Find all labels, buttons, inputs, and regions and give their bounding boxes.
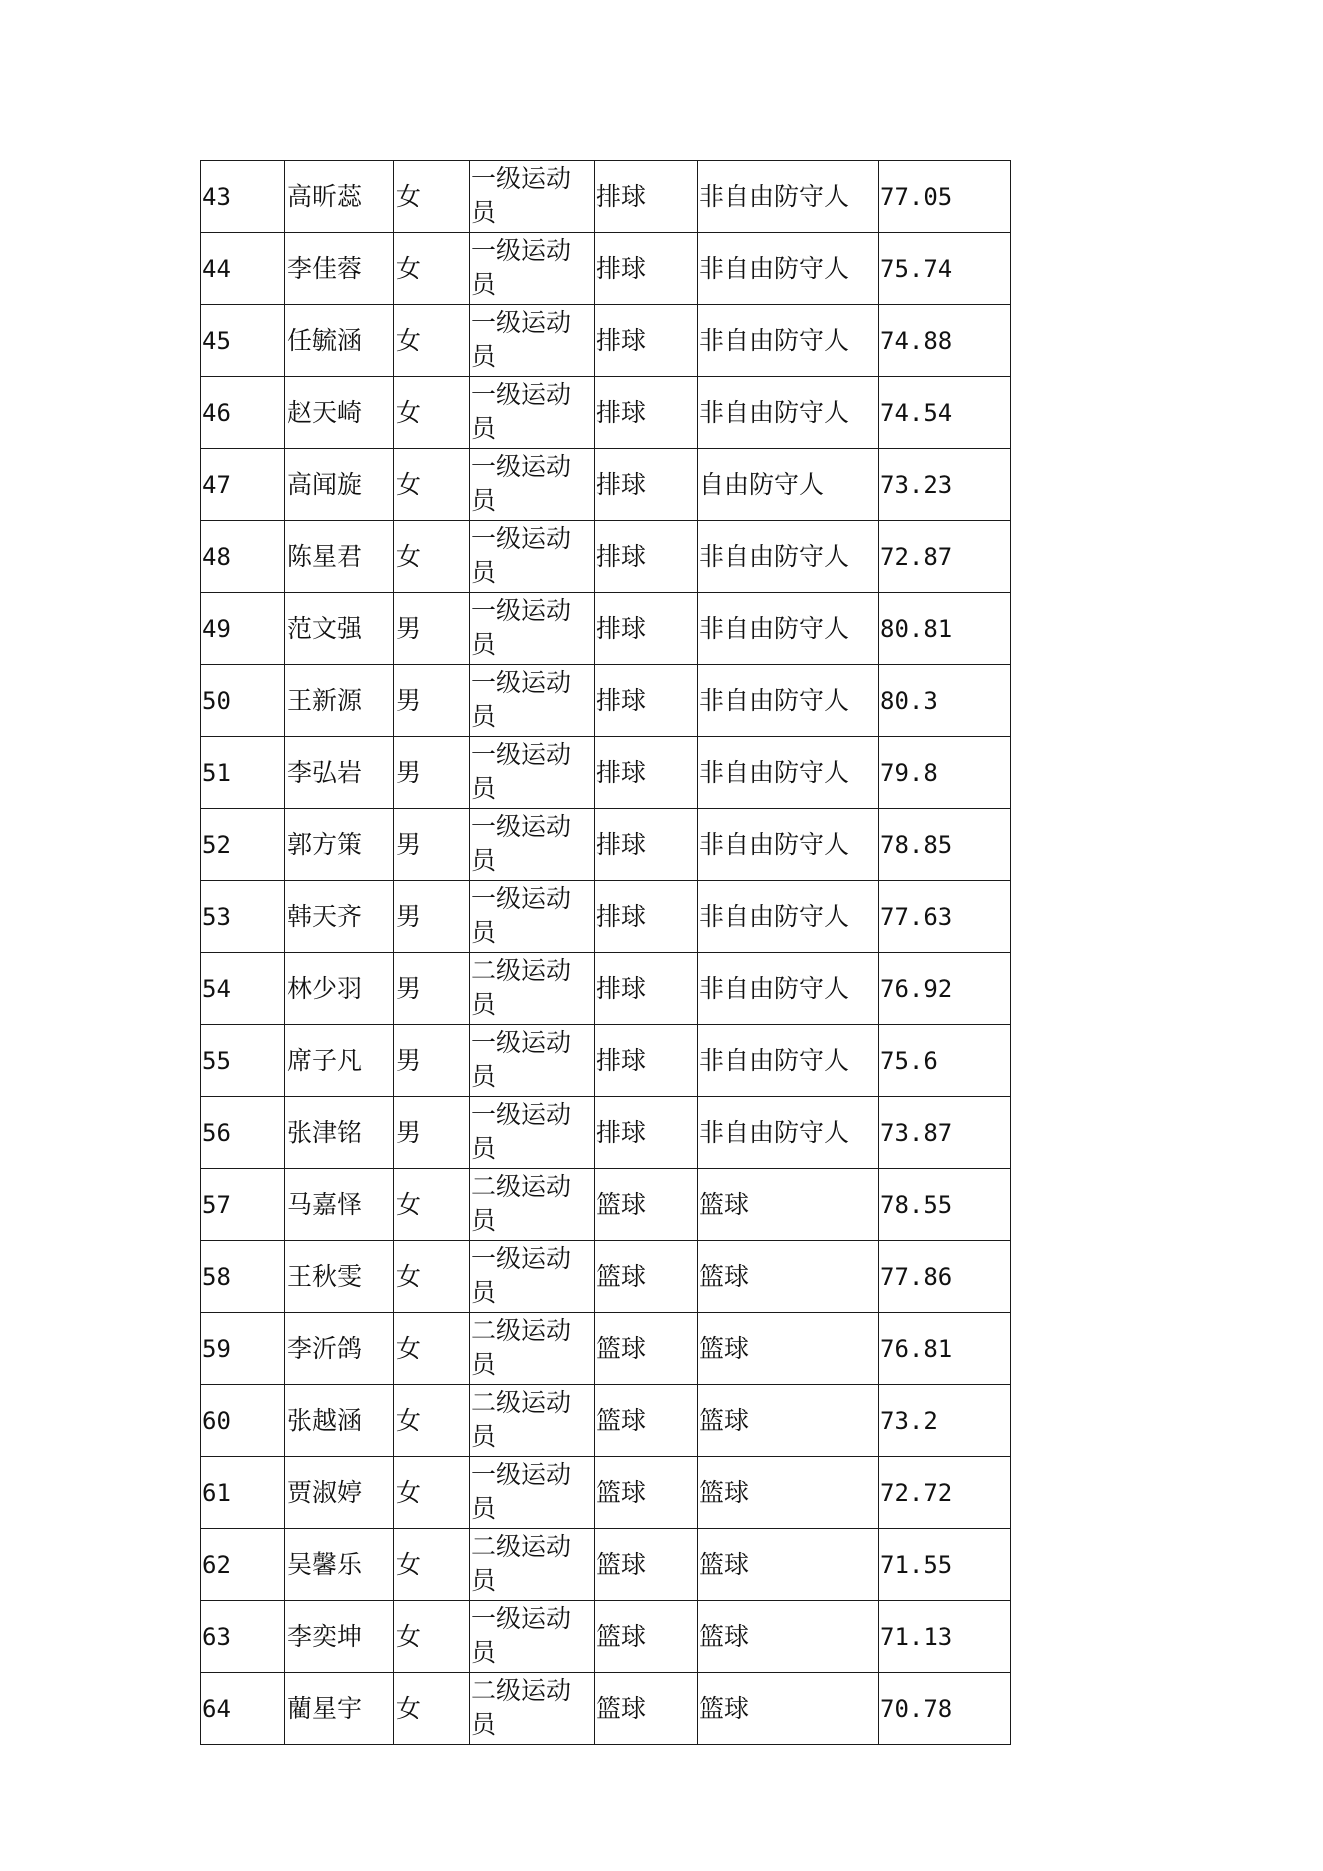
athlete-position: 非自由防守人 [698,953,879,1025]
athlete-position: 非自由防守人 [698,305,879,377]
athlete-sport: 排球 [595,953,698,1025]
athlete-position: 非自由防守人 [698,809,879,881]
row-number: 53 [201,881,285,953]
athlete-position: 非自由防守人 [698,665,879,737]
athlete-score: 73.87 [879,1097,1011,1169]
athlete-sport: 篮球 [595,1385,698,1457]
athlete-name: 高昕蕊 [285,161,394,233]
athlete-level: 一级运动员 [470,161,595,233]
athlete-level: 一级运动员 [470,665,595,737]
athlete-name: 林少羽 [285,953,394,1025]
row-number: 51 [201,737,285,809]
athlete-sport: 排球 [595,233,698,305]
row-number: 61 [201,1457,285,1529]
athlete-sport: 排球 [595,161,698,233]
athlete-position: 非自由防守人 [698,377,879,449]
row-number: 44 [201,233,285,305]
table-row [201,665,1011,737]
athlete-level: 一级运动员 [470,881,595,953]
athlete-level: 二级运动员 [470,1169,595,1241]
athlete-score: 71.55 [879,1529,1011,1601]
athlete-score: 77.86 [879,1241,1011,1313]
table-row [201,449,1011,521]
athlete-score: 71.13 [879,1601,1011,1673]
athlete-sport: 排球 [595,521,698,593]
athlete-name: 李佳蓉 [285,233,394,305]
athlete-score: 80.81 [879,593,1011,665]
athlete-name: 张津铭 [285,1097,394,1169]
athlete-score: 75.74 [879,233,1011,305]
athlete-score: 72.72 [879,1457,1011,1529]
athlete-level: 一级运动员 [470,1241,595,1313]
athlete-gender: 男 [394,1097,470,1169]
table-row [201,161,1011,233]
athlete-sport: 排球 [595,665,698,737]
athlete-position: 非自由防守人 [698,593,879,665]
athlete-gender: 女 [394,161,470,233]
athlete-level: 一级运动员 [470,521,595,593]
athlete-name: 李沂鸽 [285,1313,394,1385]
athlete-level: 一级运动员 [470,809,595,881]
table-row [201,305,1011,377]
athlete-level: 一级运动员 [470,1025,595,1097]
athlete-score: 70.78 [879,1673,1011,1745]
athlete-score: 74.54 [879,377,1011,449]
row-number: 43 [201,161,285,233]
row-number: 47 [201,449,285,521]
athlete-score: 73.23 [879,449,1011,521]
row-number: 45 [201,305,285,377]
athlete-position: 自由防守人 [698,449,879,521]
athlete-position: 非自由防守人 [698,1097,879,1169]
athlete-level: 二级运动员 [470,1385,595,1457]
row-number: 50 [201,665,285,737]
athlete-score: 79.8 [879,737,1011,809]
athlete-gender: 女 [394,449,470,521]
athlete-name: 马嘉怿 [285,1169,394,1241]
athlete-gender: 女 [394,1457,470,1529]
athlete-position: 篮球 [698,1169,879,1241]
athlete-position: 篮球 [698,1385,879,1457]
table-row [201,1385,1011,1457]
athlete-gender: 女 [394,1529,470,1601]
athlete-level: 一级运动员 [470,305,595,377]
athlete-position: 篮球 [698,1457,879,1529]
athlete-score: 73.2 [879,1385,1011,1457]
athlete-position: 篮球 [698,1241,879,1313]
athlete-level: 一级运动员 [470,1601,595,1673]
row-number: 55 [201,1025,285,1097]
table-row [201,521,1011,593]
athlete-score: 76.81 [879,1313,1011,1385]
athlete-gender: 女 [394,1241,470,1313]
athlete-gender: 女 [394,305,470,377]
athlete-gender: 男 [394,953,470,1025]
athlete-sport: 篮球 [595,1313,698,1385]
athlete-name: 张越涵 [285,1385,394,1457]
athlete-score: 75.6 [879,1025,1011,1097]
row-number: 57 [201,1169,285,1241]
row-number: 48 [201,521,285,593]
athlete-gender: 女 [394,233,470,305]
athlete-sport: 篮球 [595,1601,698,1673]
athlete-level: 一级运动员 [470,449,595,521]
athlete-position: 非自由防守人 [698,881,879,953]
row-number: 54 [201,953,285,1025]
athlete-name: 吴馨乐 [285,1529,394,1601]
athlete-position: 篮球 [698,1673,879,1745]
athlete-name: 任毓涵 [285,305,394,377]
row-number: 63 [201,1601,285,1673]
athlete-gender: 女 [394,377,470,449]
athlete-level: 一级运动员 [470,593,595,665]
athlete-sport: 篮球 [595,1241,698,1313]
athlete-sport: 排球 [595,377,698,449]
athlete-level: 二级运动员 [470,1313,595,1385]
athlete-gender: 男 [394,1025,470,1097]
athlete-level: 一级运动员 [470,737,595,809]
athlete-gender: 男 [394,593,470,665]
athlete-name: 席子凡 [285,1025,394,1097]
table-row [201,881,1011,953]
athlete-position: 篮球 [698,1313,879,1385]
athlete-sport: 排球 [595,1097,698,1169]
table-body [201,161,1011,1745]
athlete-position: 非自由防守人 [698,161,879,233]
table-row [201,1025,1011,1097]
athlete-level: 一级运动员 [470,377,595,449]
athlete-score: 74.88 [879,305,1011,377]
athlete-sport: 排球 [595,1025,698,1097]
athlete-sport: 排球 [595,737,698,809]
athlete-gender: 男 [394,881,470,953]
athlete-level: 二级运动员 [470,1529,595,1601]
athlete-sport: 排球 [595,449,698,521]
athlete-position: 非自由防守人 [698,233,879,305]
row-number: 58 [201,1241,285,1313]
athlete-score: 72.87 [879,521,1011,593]
athlete-name: 李奕坤 [285,1601,394,1673]
table-row [201,1313,1011,1385]
table-row [201,1673,1011,1745]
athlete-level: 一级运动员 [470,233,595,305]
athlete-gender: 女 [394,521,470,593]
table-row [201,593,1011,665]
table-row [201,1097,1011,1169]
athlete-position: 篮球 [698,1529,879,1601]
athlete-name: 陈星君 [285,521,394,593]
athlete-position: 非自由防守人 [698,521,879,593]
row-number: 62 [201,1529,285,1601]
athlete-position: 篮球 [698,1601,879,1673]
athlete-score: 76.92 [879,953,1011,1025]
athlete-level: 一级运动员 [470,1097,595,1169]
athlete-name: 贾淑婷 [285,1457,394,1529]
athlete-gender: 女 [394,1169,470,1241]
table-row [201,1601,1011,1673]
athlete-name: 韩天齐 [285,881,394,953]
table-row [201,809,1011,881]
table-row [201,233,1011,305]
row-number: 56 [201,1097,285,1169]
athlete-sport: 篮球 [595,1673,698,1745]
athlete-sport: 排球 [595,593,698,665]
athlete-name: 藺星宇 [285,1673,394,1745]
athlete-name: 王秋雯 [285,1241,394,1313]
athlete-sport: 排球 [595,305,698,377]
athlete-name: 范文强 [285,593,394,665]
athlete-name: 赵天崎 [285,377,394,449]
athlete-score: 78.55 [879,1169,1011,1241]
row-number: 49 [201,593,285,665]
athlete-gender: 女 [394,1673,470,1745]
athlete-sport: 篮球 [595,1169,698,1241]
row-number: 60 [201,1385,285,1457]
athlete-sport: 排球 [595,881,698,953]
athlete-gender: 女 [394,1601,470,1673]
athlete-name: 郭方策 [285,809,394,881]
athlete-name: 高闻旋 [285,449,394,521]
athlete-gender: 男 [394,737,470,809]
athlete-sport: 篮球 [595,1529,698,1601]
row-number: 52 [201,809,285,881]
athlete-level: 二级运动员 [470,953,595,1025]
athlete-position: 非自由防守人 [698,737,879,809]
athlete-position: 非自由防守人 [698,1025,879,1097]
athlete-score: 77.63 [879,881,1011,953]
athlete-sport: 排球 [595,809,698,881]
athlete-gender: 女 [394,1385,470,1457]
athlete-gender: 女 [394,1313,470,1385]
table-row [201,1529,1011,1601]
table-row [201,377,1011,449]
athlete-gender: 男 [394,665,470,737]
athlete-name: 王新源 [285,665,394,737]
athlete-score: 78.85 [879,809,1011,881]
table-row [201,737,1011,809]
row-number: 59 [201,1313,285,1385]
table-row [201,1241,1011,1313]
athlete-sport: 篮球 [595,1457,698,1529]
table-row [201,1169,1011,1241]
athlete-score: 77.05 [879,161,1011,233]
athlete-gender: 男 [394,809,470,881]
athlete-level: 二级运动员 [470,1673,595,1745]
table-row [201,1457,1011,1529]
table-row [201,953,1011,1025]
athlete-table [200,160,1011,1745]
athlete-level: 一级运动员 [470,1457,595,1529]
row-number: 46 [201,377,285,449]
athlete-score: 80.3 [879,665,1011,737]
athlete-name: 李弘岩 [285,737,394,809]
row-number: 64 [201,1673,285,1745]
